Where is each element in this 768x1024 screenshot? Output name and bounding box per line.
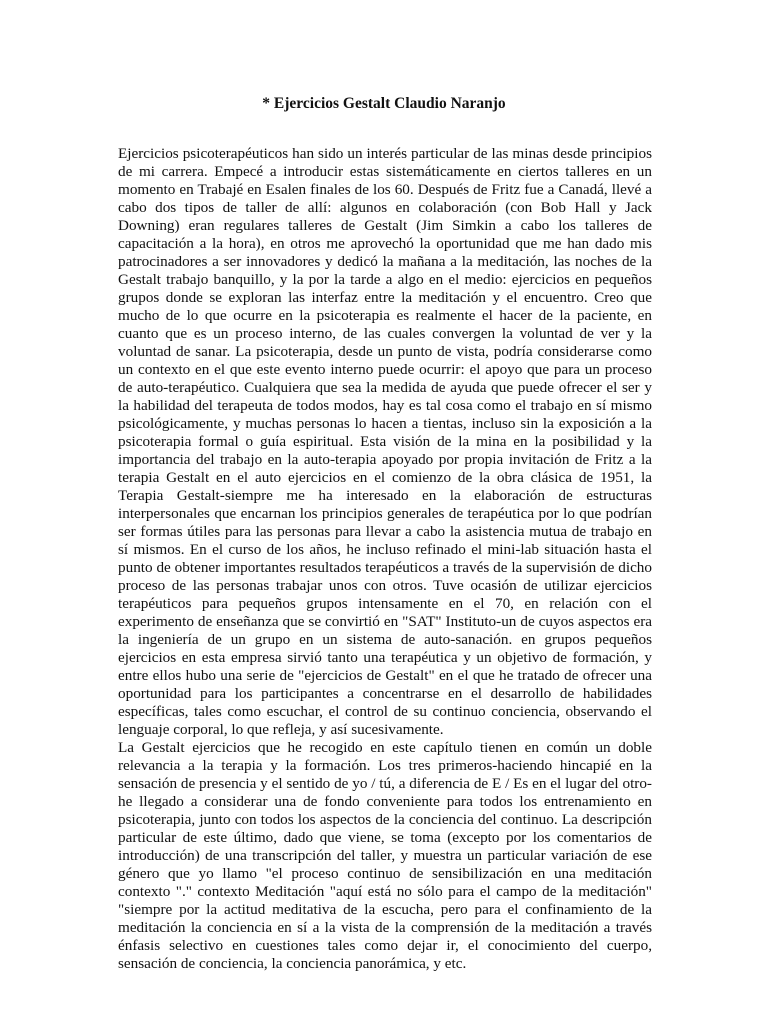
paragraph-1: Ejercicios psicoterapéuticos han sido un interés particular de las minas desde principios de mi carrera. Empecé a introducir estas sistemáticamente en ciertos talleres en un momento en Trabajé en Esalen finales de los 60. Después de Fritz fue a Canadá, llevé a cabo dos tipos de taller de allí: algunos en colaboración (con Bob Hall y Jack Downing) eran regulares talleres de Gestalt (Jim Simkin a cabo los talleres de capacitación a la hora), en otros me aprovechó la oportunidad que me han dado mis patrocinadores a ser innovadores y dedicó la mañana a la meditación, las noches de la Gestalt trabajo banquillo, y la por la tarde a algo en el medio: ejercicios en pequeños grupos donde se exploran las interfaz entre la meditación y el encuentro. Creo que mucho de lo que ocurre en la psicoterapia es realmente el hacer de la paciente, en cuanto que es un proceso interno, de las cuales convergen la voluntad de ver y la voluntad de sanar. La psicoterapia, desde un punto de vista, podría considerarse como un contexto en el que este evento interno puede ocurrir: el apoyo que para un proceso de auto-terapéutico. Cualquiera que sea la medida de ayuda que puede ofrecer el ser y la habilidad del terapeuta de todos modos, hay es tal cosa como el trabajo en sí mismo psicológicamente, y muchas personas lo hacen a tientas, incluso sin la exposición a la psicoterapia formal o guía espiritual. Esta visión de la mina en la posibilidad y la importancia del trabajo en la auto-terapia apoyado por propia invitación de Fritz a la terapia Gestalt en el auto ejercicios en el comienzo de la obra clásica de 1951, la Terapia Gestalt-siempre me ha interesado en la elaboración de estructuras interpersonales que encarnan los principios generales de terapéutica por lo que podrían ser formas útiles para las personas para llevar a cabo la asistencia mutua de trabajo en sí mismos. En el curso de los años, he incluso refinado el mini-lab situación hasta el punto de obtener importantes resultados terapéuticos a través de la supervisión de dicho proceso de las personas trabajar unos con otros. Tuve ocasión de utilizar ejercicios terapéuticos para pequeños grupos intensamente en el 70, en relación con el experimento de enseñanza que se convirtió en "SAT" Instituto-un de cuyos aspectos era la ingeniería de un grupo en un sistema de auto-sanación. en grupos pequeños ejercicios en esta empresa sirvió tanto una terapéutica y un objetivo de formación, y entre ellos hubo una serie de "ejercicios de Gestalt" en el que he tratado de ofrecer una oportunidad para los participantes a concentrarse en el desarrollo de habilidades específicas, tales como escuchar, el control de su continuo conciencia, observando el lenguaje corporal, lo que refleja, y así sucesivamente. <box>118 145 652 738</box>
document-title: * Ejercicios Gestalt Claudio Naranjo <box>262 95 506 112</box>
document-body <box>118 145 652 973</box>
paragraph-2: La Gestalt ejercicios que he recogido en este capítulo tienen en común un doble relevancia a la terapia y la formación. Los tres primeros-haciendo hincapié en la sensación de presencia y el sentido de yo / tú, a diferencia de E / Es en el lugar del otro- he llegado a considerar una de fondo conveniente para todos los entrenamiento en psicoterapia, junto con todos los aspectos de la conciencia del continuo. La descripción particular de este último, dado que viene, se toma (excepto por los comentarios de introducción) de una transcripción del taller, y muestra un particular variación de ese género que yo llamo "el proceso continuo de sensibilización en una meditación contexto "." contexto Meditación "aquí está no sólo para el campo de la meditación" "siempre por la actitud meditativa de la escucha, pero para el confinamiento de la meditación la conciencia en sí a la vista de la comprensión de la meditación a través énfasis selectivo en cuestiones tales como dejar ir, el conocimiento del cuerpo, sensación de conciencia, la conciencia panorámica, y etc. <box>118 739 652 972</box>
